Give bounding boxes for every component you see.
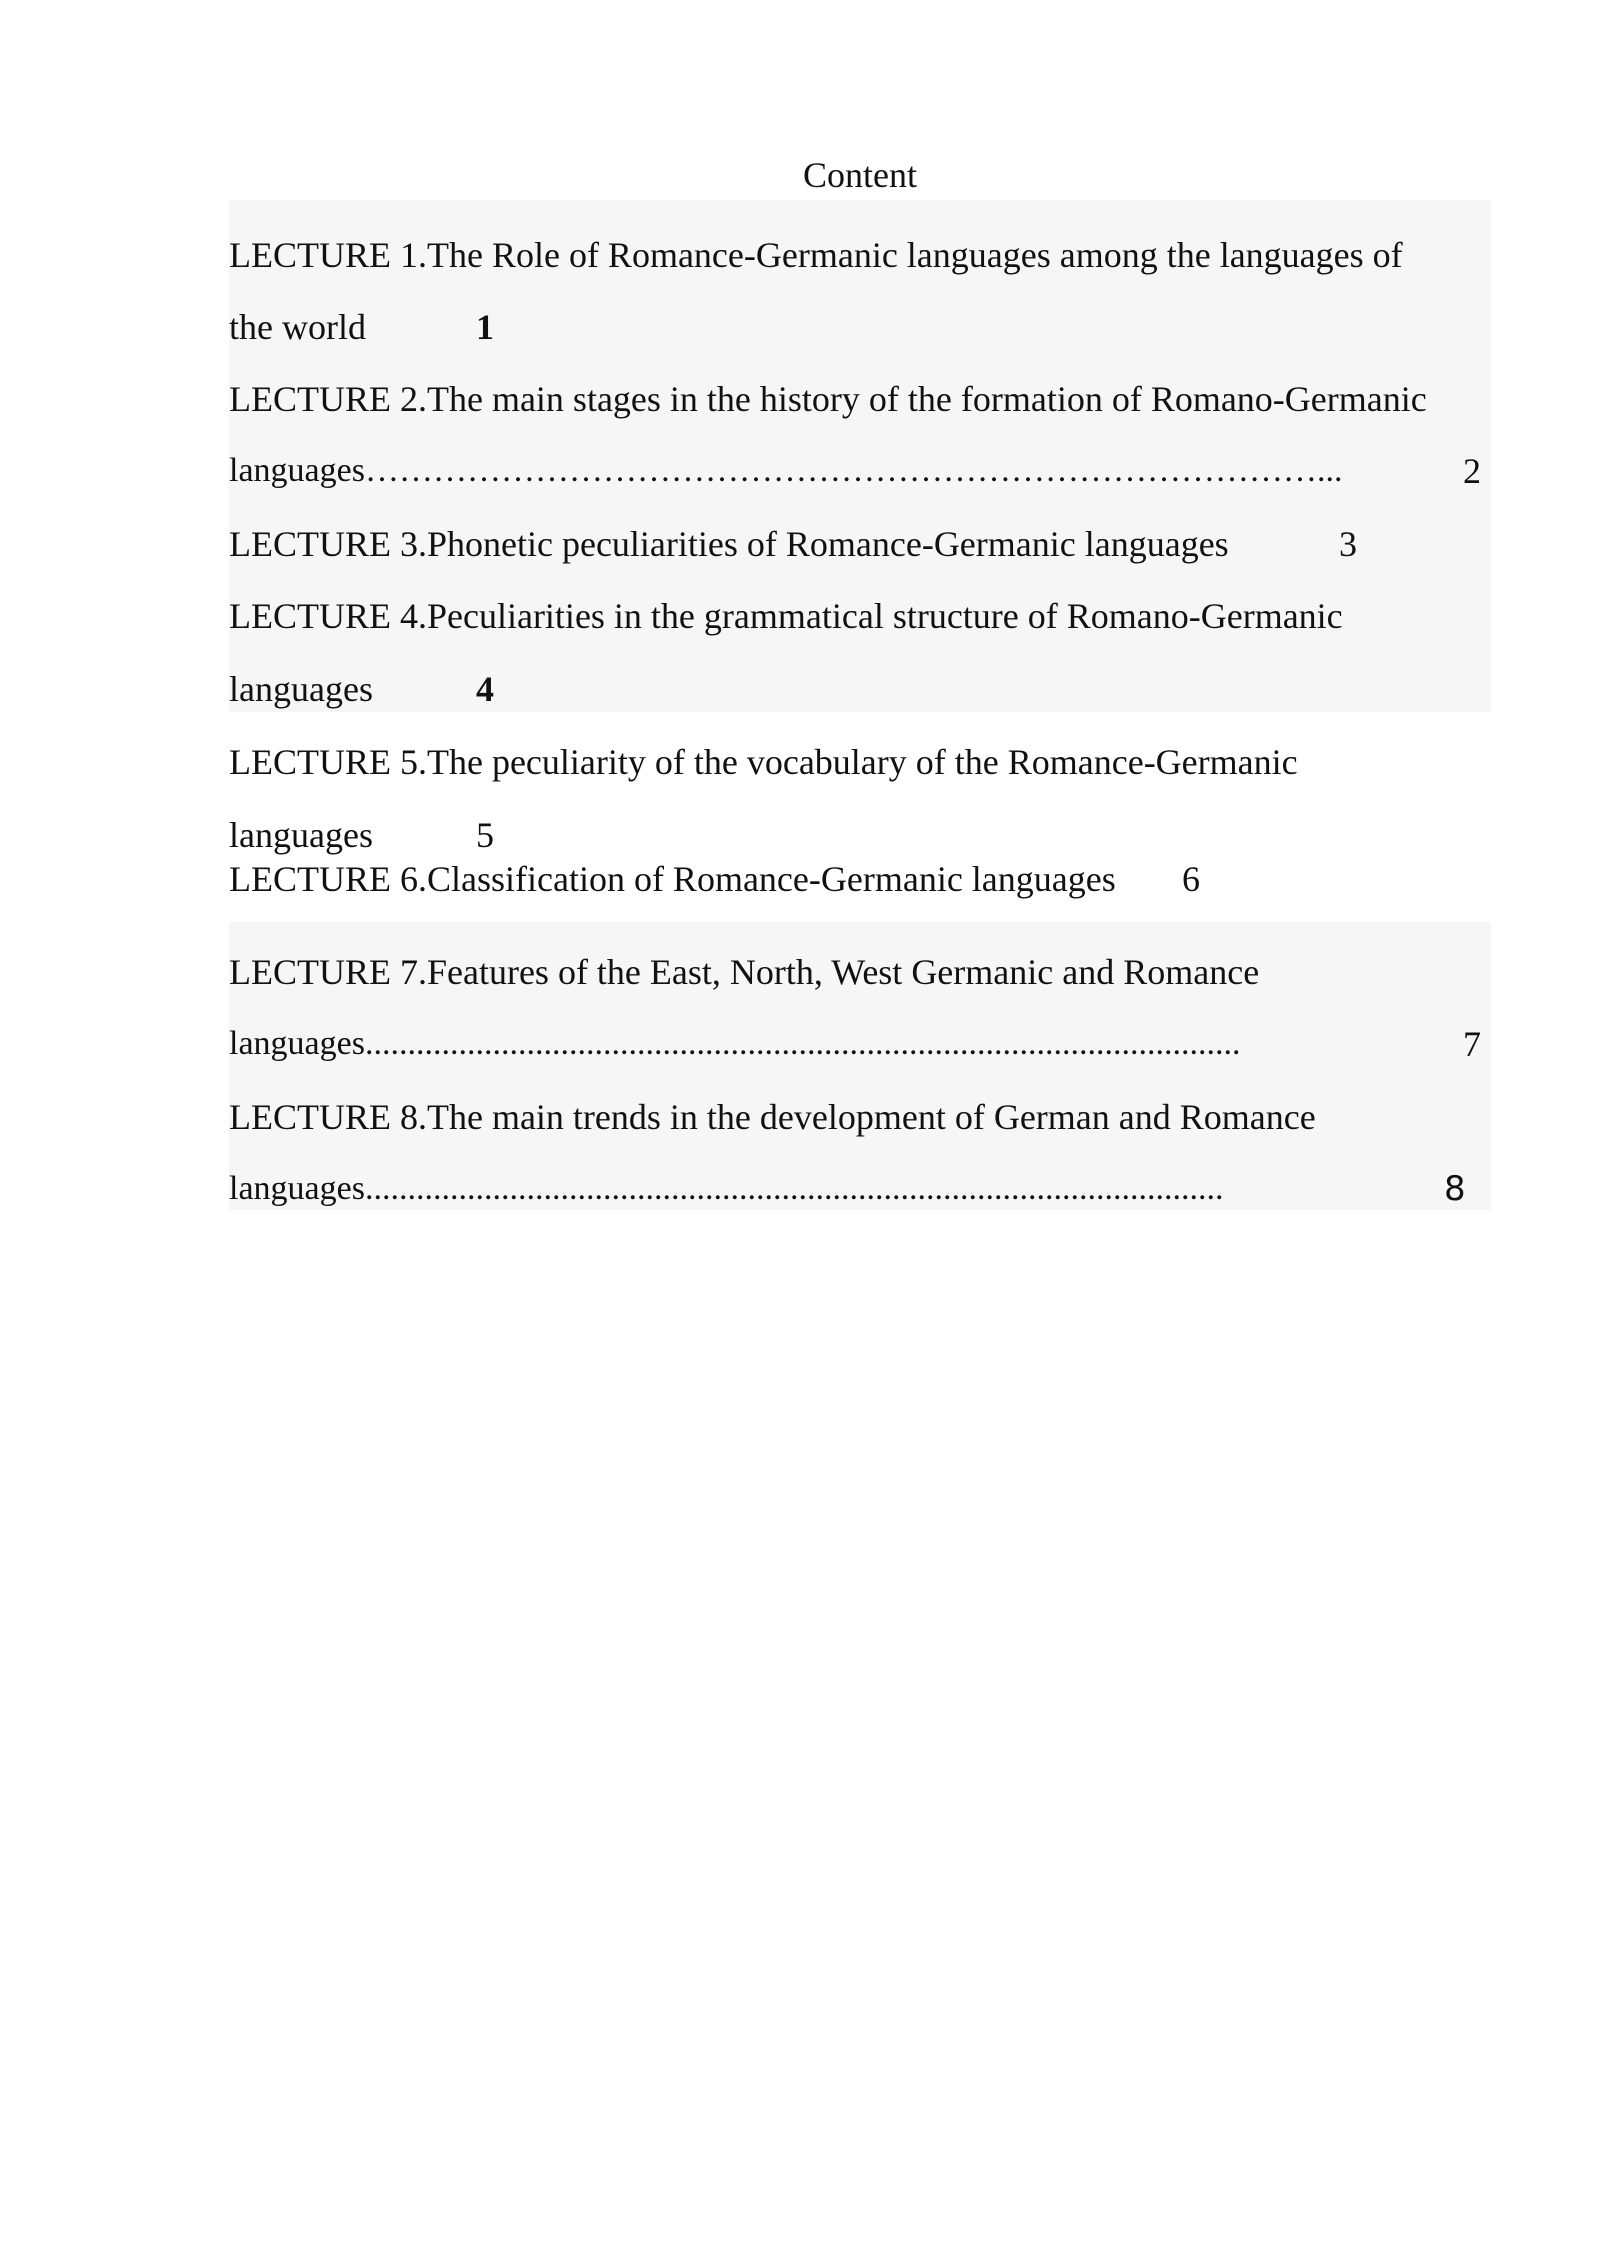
toc-entry-7-line-2: languages.......................................................................................................: [229, 1025, 1241, 1062]
toc-entry-5-line-1: LECTURE 5.The peculiarity of the vocabulary of the Romance-Germanic: [229, 742, 1298, 782]
toc-entry-5-page: 5: [476, 815, 494, 855]
toc-entry-7-page: 7: [1463, 1024, 1481, 1064]
toc-entry-5-line-2: languages: [229, 815, 373, 855]
toc-entry-8-page: 8: [1444, 1169, 1466, 1209]
toc-entry-2-line-1: LECTURE 2.The main stages in the history of the formation of Romano-Germanic: [229, 379, 1427, 419]
toc-entry-4-page: 4: [476, 669, 494, 709]
page-title: Content: [803, 155, 917, 195]
toc-entry-3-line-1: LECTURE 3.Phonetic peculiarities of Romance-Germanic languages: [229, 524, 1229, 564]
toc-entry-1-line-1: LECTURE 1.The Role of Romance-Germanic languages among the languages of: [229, 235, 1403, 275]
toc-entry-1-page: 1: [476, 307, 494, 347]
toc-entry-8-line-1: LECTURE 8.The main trends in the development of German and Romance: [229, 1097, 1316, 1137]
toc-entry-7-line-1: LECTURE 7.Features of the East, North, West Germanic and Romance: [229, 952, 1260, 992]
toc-entry-4-line-2: languages: [229, 669, 373, 709]
toc-entry-2-line-2: languages…………………………………………………………………………...: [229, 452, 1343, 489]
toc-entry-6-line-1: LECTURE 6.Classification of Romance-Germanic languages: [229, 859, 1116, 899]
toc-entry-1-line-2: the world: [229, 307, 366, 347]
toc-entry-6-page: 6: [1182, 859, 1200, 899]
toc-entry-2-page: 2: [1463, 451, 1481, 491]
toc-entry-4-line-1: LECTURE 4.Peculiarities in the grammatical structure of Romano-Germanic: [229, 596, 1343, 636]
toc-entry-3-page: 3: [1339, 524, 1357, 564]
toc-entry-8-line-2: languages.....................................................................................................: [229, 1170, 1224, 1207]
